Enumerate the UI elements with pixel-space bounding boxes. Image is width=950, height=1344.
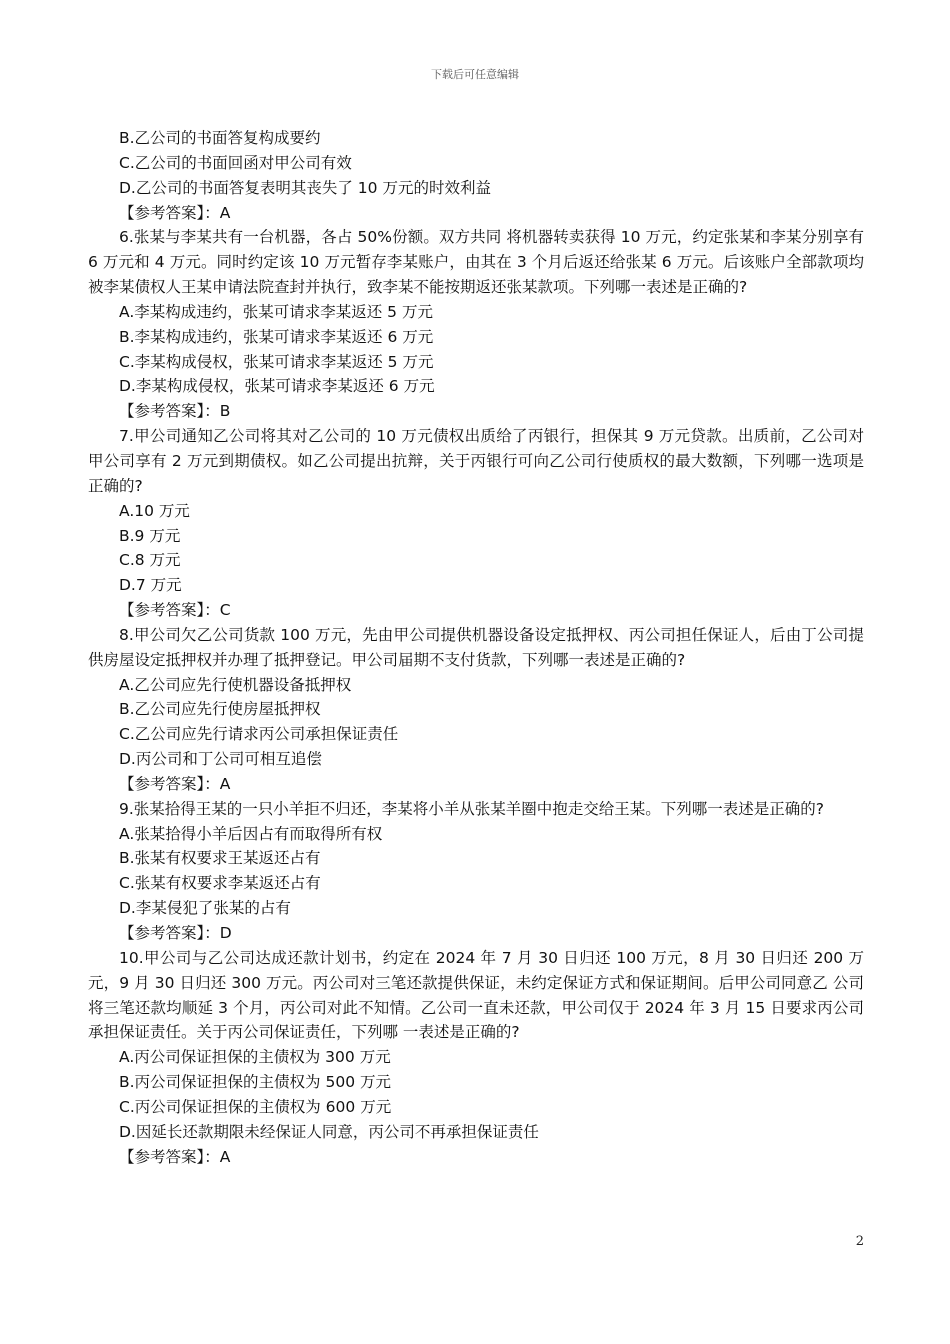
document-body [88,126,864,1169]
question-stem: 10.甲公司与乙公司达成还款计划书，约定在 2024 年 7 月 30 日归还 100 万元，8 月 30 日归还 200 万元，9 月 30 日归还 300 万元。丙公司对三笔还款提供保证，未约定保证方式和保证期间。后甲公司同意乙 公司将三笔还款均顺延 3 个月，丙公司对此不知情。乙公司一直未还款，甲公司仅于 2024 年 3 月 15 日要求丙公司承担保证责任。关于丙公司保证责任，下列哪 一表述是正确的? [88,948,864,1042]
option: D.李某侵犯了张某的占有 [119,899,291,918]
option: B.9 万元 [119,526,181,545]
option: C.乙公司应先行请求丙公司承担保证责任 [119,725,399,744]
question-stem: 9.张某拾得王某的一只小羊拒不归还，李某将小羊从张某羊圈中抱走交给王某。下列哪一表述是正确的? [119,799,825,818]
option: C.乙公司的书面回函对甲公司有效 [119,153,352,172]
question-stem: 7.甲公司通知乙公司将其对乙公司的 10 万元债权出质给了丙银行，担保其 9 万元贷款。出质前，乙公司对甲公司享有 2 万元到期债权。如乙公司提出抗辩，关于丙银行可向乙公司行使质权的最大数额，下列哪一选项是正确的? [88,427,864,495]
question-stem: 8.甲公司欠乙公司货款 100 万元，先由甲公司提供机器设备设定抵押权、丙公司担任保证人，后由丁公司提供房屋设定抵押权并办理了抵押登记。甲公司届期不支付货款，下列哪一表述是正确的? [88,625,864,669]
option: B.丙公司保证担保的主债权为 500 万元 [119,1073,392,1092]
option: B.张某有权要求王某返还占有 [119,849,321,868]
answer: 【参考答案】：A [119,1147,231,1166]
option: D.乙公司的书面答复表明其丧失了 10 万元的时效利益 [119,178,491,197]
option: A.李某构成违约，张某可请求李某返还 5 万元 [119,302,433,321]
option: A.10 万元 [119,501,190,520]
option: D.丙公司和丁公司可相互追偿 [119,750,322,769]
answer: 【参考答案】：D [119,924,232,942]
option: B.乙公司的书面答复构成要约 [119,129,321,147]
option: A.丙公司保证担保的主债权为 300 万元 [119,1048,391,1067]
option: C.丙公司保证担保的主债权为 600 万元 [119,1097,392,1116]
option: A.张某拾得小羊后因占有而取得所有权 [119,824,383,843]
option: B.李某构成违约，张某可请求李某返还 6 万元 [119,327,434,346]
page-number: 2 [855,1234,864,1249]
answer: 【参考答案】：B [119,402,231,421]
option: D.因延长还款期限未经保证人同意，丙公司不再承担保证责任 [119,1122,539,1141]
answer: 【参考答案】：A [119,774,231,793]
option: B.乙公司应先行使房屋抵押权 [119,700,321,719]
option: D.李某构成侵权，张某可请求李某返还 6 万元 [119,377,435,396]
answer: 【参考答案】：A [119,203,231,222]
option: C.张某有权要求李某返还占有 [119,874,321,893]
option: C.8 万元 [119,551,181,570]
question-stem: 6.张某与李某共有一台机器，各占 50%份额。双方共同 将机器转卖获得 10 万元，约定张某和李某分别享有 6 万元和 4 万元。同时约定该 10 万元暂存李某账户，由其在 3 个月后返还给张某 6 万元。后该账户全部款项均 被李某债权人王某申请法院查封并执行，致李某不能按期返还张某款项。下列哪一表述是正确的? [88,228,864,297]
option: A.乙公司应先行使机器设备抵押权 [119,675,352,694]
answer: 【参考答案】：C [119,601,231,620]
option: C.李某构成侵权，张某可请求李某返还 5 万元 [119,352,434,371]
page-header: 下载后可任意编辑 [431,68,519,81]
option: D.7 万元 [119,576,182,595]
